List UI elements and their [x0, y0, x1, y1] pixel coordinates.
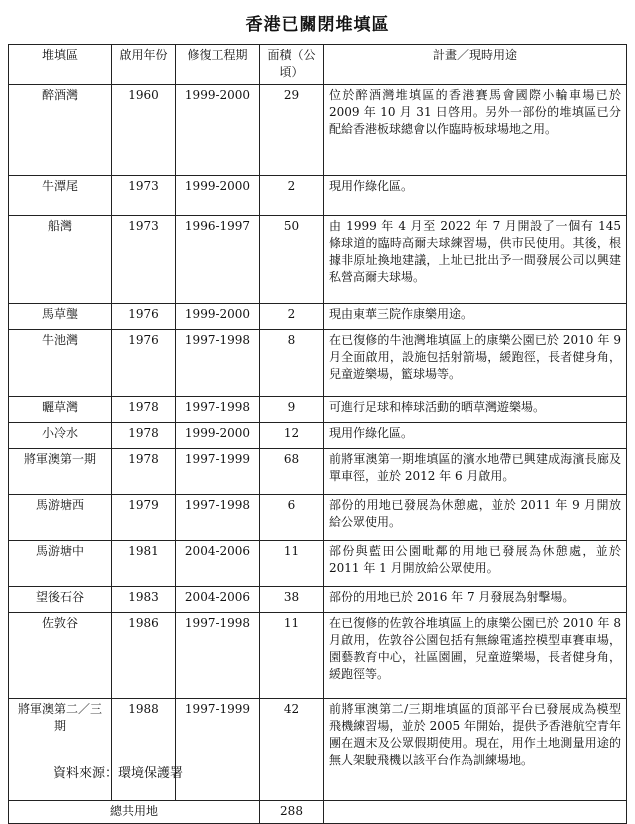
use-cell: 現由東華三院作康樂用途。 [324, 304, 627, 330]
area-cell: 6 [260, 495, 324, 541]
table-row [9, 495, 627, 541]
table-row [9, 423, 627, 449]
year-cell: 1988 [112, 699, 176, 801]
area-cell: 11 [260, 613, 324, 699]
page-title: 香港已關閉堆填區 [245, 15, 390, 35]
site-cell: 馬游塘西 [9, 495, 112, 541]
restore-cell: 1999-2000 [176, 423, 260, 449]
year-cell: 1986 [112, 613, 176, 699]
year-cell: 1973 [112, 176, 176, 216]
year-cell: 1960 [112, 85, 176, 176]
site-cell: 船灣 [9, 216, 112, 304]
restore-cell: 1999-2000 [176, 304, 260, 330]
table-row [9, 541, 627, 587]
table-row [9, 304, 627, 330]
year-cell: 1978 [112, 449, 176, 495]
header-year: 啟用年份 [112, 45, 176, 85]
use-cell: 前將軍澳第一期堆填區的濱水地帶已興建成海濱長廊及單車徑，並於 2012 年 6 月啟用。 [324, 449, 627, 495]
table-row [9, 449, 627, 495]
use-cell: 現用作綠化區。 [324, 423, 627, 449]
year-cell: 1976 [112, 330, 176, 397]
restore-cell: 2004-2006 [176, 587, 260, 613]
site-cell: 望後石谷 [9, 587, 112, 613]
area-cell: 38 [260, 587, 324, 613]
header-area: 面積（公頃） [260, 45, 324, 85]
area-cell: 2 [260, 176, 324, 216]
restore-cell: 1997-1998 [176, 397, 260, 423]
site-cell: 小冷水 [9, 423, 112, 449]
site-cell: 牛池灣 [9, 330, 112, 397]
area-cell: 8 [260, 330, 324, 397]
restore-cell: 1997-1998 [176, 495, 260, 541]
year-cell: 1976 [112, 304, 176, 330]
use-cell: 可進行足球和棒球活動的晒草灣遊樂場。 [324, 397, 627, 423]
restore-cell: 1997-1999 [176, 699, 260, 801]
use-cell: 部份的用地已於 2016 年 7 月發展為射擊場。 [324, 587, 627, 613]
year-cell: 1973 [112, 216, 176, 304]
restore-cell: 2004-2006 [176, 541, 260, 587]
table-row [9, 85, 627, 176]
header-restore: 修復工程期 [176, 45, 260, 85]
total-row [9, 801, 627, 824]
landfill-table [8, 44, 627, 824]
area-cell: 9 [260, 397, 324, 423]
area-cell: 11 [260, 541, 324, 587]
total-area: 288 [260, 801, 324, 824]
area-cell: 68 [260, 449, 324, 495]
year-cell: 1978 [112, 397, 176, 423]
table-row [9, 330, 627, 397]
restore-cell: 1996-1997 [176, 216, 260, 304]
year-cell: 1983 [112, 587, 176, 613]
area-cell: 42 [260, 699, 324, 801]
area-cell: 50 [260, 216, 324, 304]
site-cell: 馬游塘中 [9, 541, 112, 587]
use-cell: 前將軍澳第二/三期堆填區的頂部平台已發展成為模型飛機練習場，並於 2005 年開始，提供予香港航空青年團在週末及公眾假期使用。現在，用作土地測量用途的無人架駛飛機以該平台作為訓練場地。 [324, 699, 627, 801]
use-cell: 部份的用地已發展為休憩處，並於 2011 年 9 月開放給公眾使用。 [324, 495, 627, 541]
restore-cell: 1999-2000 [176, 85, 260, 176]
site-cell: 馬草壟 [9, 304, 112, 330]
site-cell: 曬草灣 [9, 397, 112, 423]
area-cell: 2 [260, 304, 324, 330]
use-cell: 在已復修的牛池灣堆填區上的康樂公園已於 2010 年 9 月全面啟用，設施包括射箭場，緩跑徑，長者健身角，兒童遊樂場，籃球場等。 [324, 330, 627, 397]
site-cell: 醉酒灣 [9, 85, 112, 176]
restore-cell: 1997-1998 [176, 330, 260, 397]
site-cell: 佐敦谷 [9, 613, 112, 699]
table-row [9, 613, 627, 699]
table-header-row [9, 45, 627, 85]
restore-cell: 1999-2000 [176, 176, 260, 216]
restore-cell: 1997-1999 [176, 449, 260, 495]
site-cell: 牛潭尾 [9, 176, 112, 216]
header-site: 堆填區 [9, 45, 112, 85]
table-row [9, 176, 627, 216]
year-cell: 1981 [112, 541, 176, 587]
use-cell: 部份與藍田公園毗鄰的用地已發展為休憩處，並於 2011 年 1 月開放給公眾使用。 [324, 541, 627, 587]
use-cell: 在已復修的佐敦谷堆填區上的康樂公園已於 2010 年 8 月啟用，佐敦谷公園包括有無線電遙控模型車賽車場，園藝教育中心，社區園圃，兒童遊樂場，長者健身角，緩跑徑等。 [324, 613, 627, 699]
year-cell: 1979 [112, 495, 176, 541]
table-row [9, 699, 627, 801]
site-cell: 將軍澳第二／三期 [9, 699, 112, 801]
table-row [9, 216, 627, 304]
area-cell: 12 [260, 423, 324, 449]
total-use-empty [324, 801, 627, 824]
header-use: 計畫／現時用途 [324, 45, 627, 85]
table-row [9, 397, 627, 423]
total-label: 總共用地 [9, 801, 260, 824]
use-cell: 位於醉酒灣堆填區的香港賽馬會國際小輪車場已於 2009 年 10 月 31 日啓用。另外一部份的堆填區已分配給香港板球總會以作臨時板球場地之用。 [324, 85, 627, 176]
table-row [9, 587, 627, 613]
site-cell: 將軍澳第一期 [9, 449, 112, 495]
use-cell: 由 1999 年 4 月至 2022 年 7 月開設了一個有 145 條球道的臨時高爾夫球練習場，供市民使用。其後，根據非原址換地建議，上址已批出予一間發展公司以興建私營高爾夫球場。 [324, 216, 627, 304]
restore-cell: 1997-1998 [176, 613, 260, 699]
use-cell: 現用作綠化區。 [324, 176, 627, 216]
year-cell: 1978 [112, 423, 176, 449]
source-note: 資料來源：環境保護署 [53, 766, 184, 781]
area-cell: 29 [260, 85, 324, 176]
